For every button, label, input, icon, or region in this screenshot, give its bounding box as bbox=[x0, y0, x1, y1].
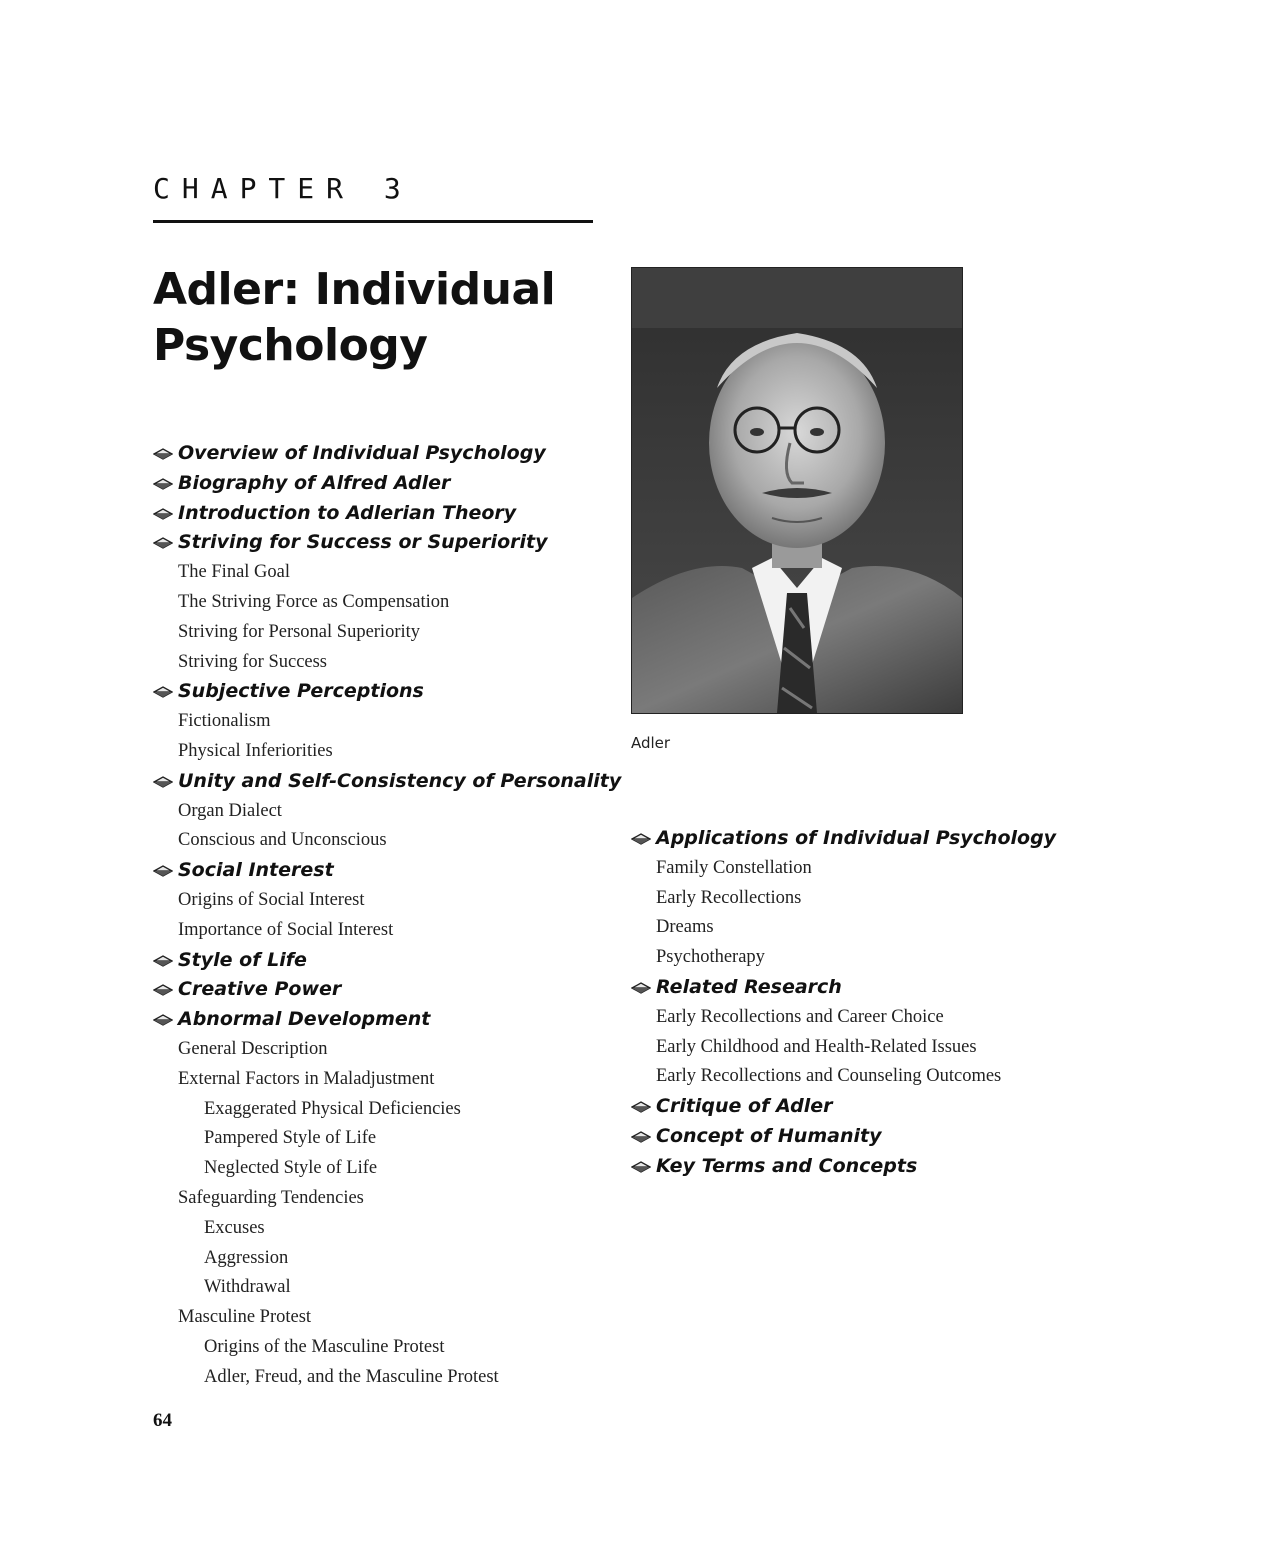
outline-item-text: Style of Life bbox=[178, 948, 307, 971]
diamond-bullet-icon bbox=[153, 984, 173, 996]
outline-section-heading bbox=[153, 946, 623, 976]
outline-item-text: Early Childhood and Health-Related Issues bbox=[656, 1036, 977, 1057]
outline-item-text: Pampered Style of Life bbox=[204, 1128, 377, 1149]
outline-subsection-item bbox=[153, 1303, 623, 1333]
outline-subsection-item bbox=[153, 1244, 623, 1274]
outline-item-text: Psychotherapy bbox=[656, 947, 765, 968]
outline-section-heading bbox=[153, 767, 623, 797]
outline-item-text: Neglected Style of Life bbox=[204, 1158, 378, 1179]
diamond-bullet-icon bbox=[153, 955, 173, 967]
diamond-bullet-icon bbox=[153, 686, 173, 698]
outline-section-heading bbox=[153, 856, 623, 886]
outline-subsection-item bbox=[153, 737, 623, 767]
outline-item-text: Withdrawal bbox=[204, 1277, 291, 1298]
outline-subsection-item bbox=[153, 1035, 623, 1065]
outline-item-text: Physical Inferiorities bbox=[178, 740, 333, 761]
diamond-bullet-icon bbox=[153, 508, 173, 520]
outline-subsection-item bbox=[631, 943, 1191, 973]
outline-section-heading bbox=[153, 439, 623, 469]
page-number: 64 bbox=[153, 1410, 172, 1431]
diamond-bullet-icon bbox=[153, 865, 173, 877]
outline-item-text: Biography of Alfred Adler bbox=[178, 471, 451, 494]
outline-item-text: Conscious and Unconscious bbox=[178, 830, 387, 851]
photo-caption: Adler bbox=[631, 734, 671, 752]
title-line-2: Psychology bbox=[153, 320, 428, 371]
outline-item-text: Exaggerated Physical Deficiencies bbox=[204, 1098, 461, 1119]
outline-item-text: Early Recollections and Career Choice bbox=[656, 1006, 944, 1027]
outline-item-text: Origins of the Masculine Protest bbox=[204, 1336, 445, 1357]
outline-item-text: Critique of Adler bbox=[656, 1095, 833, 1118]
outline-item-text: Unity and Self-Consistency of Personality bbox=[178, 769, 622, 792]
diamond-bullet-icon bbox=[631, 833, 651, 845]
outline-item-text: Organ Dialect bbox=[178, 800, 282, 821]
outline-subsection-item bbox=[153, 1065, 623, 1095]
outline-item-text: Social Interest bbox=[178, 859, 334, 882]
diamond-bullet-icon bbox=[631, 982, 651, 994]
outline-subsection-item bbox=[153, 707, 623, 737]
outline-section-heading bbox=[153, 499, 623, 529]
outline-item-text: Applications of Individual Psychology bbox=[656, 827, 1057, 849]
outline-subsection-item bbox=[153, 1095, 623, 1125]
diamond-bullet-icon bbox=[631, 1131, 651, 1143]
outline-item-text: General Description bbox=[178, 1038, 328, 1059]
outline-subsection-item bbox=[153, 1124, 623, 1154]
outline-section-heading bbox=[631, 973, 1191, 1003]
outline-subsection-item bbox=[631, 854, 1191, 884]
outline-subsection-item bbox=[631, 1033, 1191, 1063]
outline-item-text: Adler, Freud, and the Masculine Protest bbox=[204, 1366, 499, 1387]
outline-section-heading bbox=[153, 469, 623, 499]
outline-item-text: Key Terms and Concepts bbox=[656, 1154, 918, 1177]
outline-section-heading bbox=[153, 1005, 623, 1035]
outline-section-heading bbox=[153, 677, 623, 707]
diamond-bullet-icon bbox=[631, 1161, 651, 1173]
outline-item-text: Overview of Individual Psychology bbox=[178, 442, 546, 464]
outline-item-text: Safeguarding Tendencies bbox=[178, 1187, 364, 1208]
outline-subsection-item bbox=[153, 588, 623, 618]
diamond-bullet-icon bbox=[153, 448, 173, 460]
chapter-outline-left bbox=[153, 439, 623, 1393]
outline-subsection-item bbox=[153, 886, 623, 916]
chapter-outline-right bbox=[631, 824, 1191, 1182]
outline-item-text: Subjective Perceptions bbox=[178, 680, 424, 703]
outline-item-text: Striving for Success or Superiority bbox=[178, 531, 548, 554]
outline-item-text: Early Recollections bbox=[656, 887, 802, 908]
outline-section-heading bbox=[631, 1152, 1191, 1182]
outline-subsection-item bbox=[153, 1154, 623, 1184]
outline-item-text: Related Research bbox=[656, 975, 842, 998]
outline-item-text: Concept of Humanity bbox=[656, 1124, 882, 1147]
diamond-bullet-icon bbox=[153, 537, 173, 549]
outline-item-text: Striving for Personal Superiority bbox=[178, 621, 421, 642]
outline-item-text: Origins of Social Interest bbox=[178, 889, 365, 910]
outline-item-text: Importance of Social Interest bbox=[178, 919, 394, 940]
outline-subsection-item bbox=[153, 1273, 623, 1303]
outline-subsection-item bbox=[631, 913, 1191, 943]
title-line-1: Adler: Individual bbox=[153, 264, 556, 315]
outline-subsection-item bbox=[153, 1363, 623, 1393]
outline-subsection-item bbox=[153, 558, 623, 588]
outline-item-text: Creative Power bbox=[178, 978, 342, 1001]
outline-item-text: Abnormal Development bbox=[178, 1008, 431, 1031]
outline-subsection-item bbox=[153, 618, 623, 648]
outline-subsection-item bbox=[153, 1184, 623, 1214]
page-title bbox=[153, 262, 613, 374]
outline-item-text: Family Constellation bbox=[656, 857, 812, 878]
outline-item-text: External Factors in Maladjustment bbox=[178, 1068, 435, 1089]
outline-item-text: The Final Goal bbox=[178, 562, 291, 583]
outline-subsection-item bbox=[631, 1003, 1191, 1033]
outline-section-heading bbox=[631, 1122, 1191, 1152]
outline-section-heading bbox=[153, 528, 623, 558]
outline-item-text: Excuses bbox=[204, 1217, 265, 1238]
outline-section-heading bbox=[153, 975, 623, 1005]
outline-item-text: Masculine Protest bbox=[178, 1307, 312, 1328]
chapter-rule bbox=[153, 220, 593, 223]
outline-item-text: The Striving Force as Compensation bbox=[178, 591, 450, 612]
outline-subsection-item bbox=[153, 1333, 623, 1363]
outline-subsection-item bbox=[153, 916, 623, 946]
outline-item-text: Introduction to Adlerian Theory bbox=[178, 501, 517, 524]
outline-item-text: Early Recollections and Counseling Outcomes bbox=[656, 1066, 1002, 1087]
outline-item-text: Aggression bbox=[204, 1247, 289, 1268]
outline-subsection-item bbox=[153, 1214, 623, 1244]
chapter-label: CHAPTER 3 bbox=[153, 172, 413, 205]
outline-item-text: Dreams bbox=[656, 917, 714, 938]
outline-item-text: Fictionalism bbox=[178, 711, 271, 732]
diamond-bullet-icon bbox=[153, 776, 173, 788]
diamond-bullet-icon bbox=[153, 1014, 173, 1026]
outline-item-text: Striving for Success bbox=[178, 651, 328, 672]
outline-subsection-item bbox=[153, 648, 623, 678]
outline-subsection-item bbox=[631, 1062, 1191, 1092]
outline-subsection-item bbox=[631, 884, 1191, 914]
outline-section-heading bbox=[631, 824, 1191, 854]
outline-subsection-item bbox=[153, 797, 623, 827]
outline-subsection-item bbox=[153, 826, 623, 856]
diamond-bullet-icon bbox=[631, 1101, 651, 1113]
outline-section-heading bbox=[631, 1092, 1191, 1122]
adler-portrait-photo bbox=[631, 267, 963, 714]
diamond-bullet-icon bbox=[153, 478, 173, 490]
